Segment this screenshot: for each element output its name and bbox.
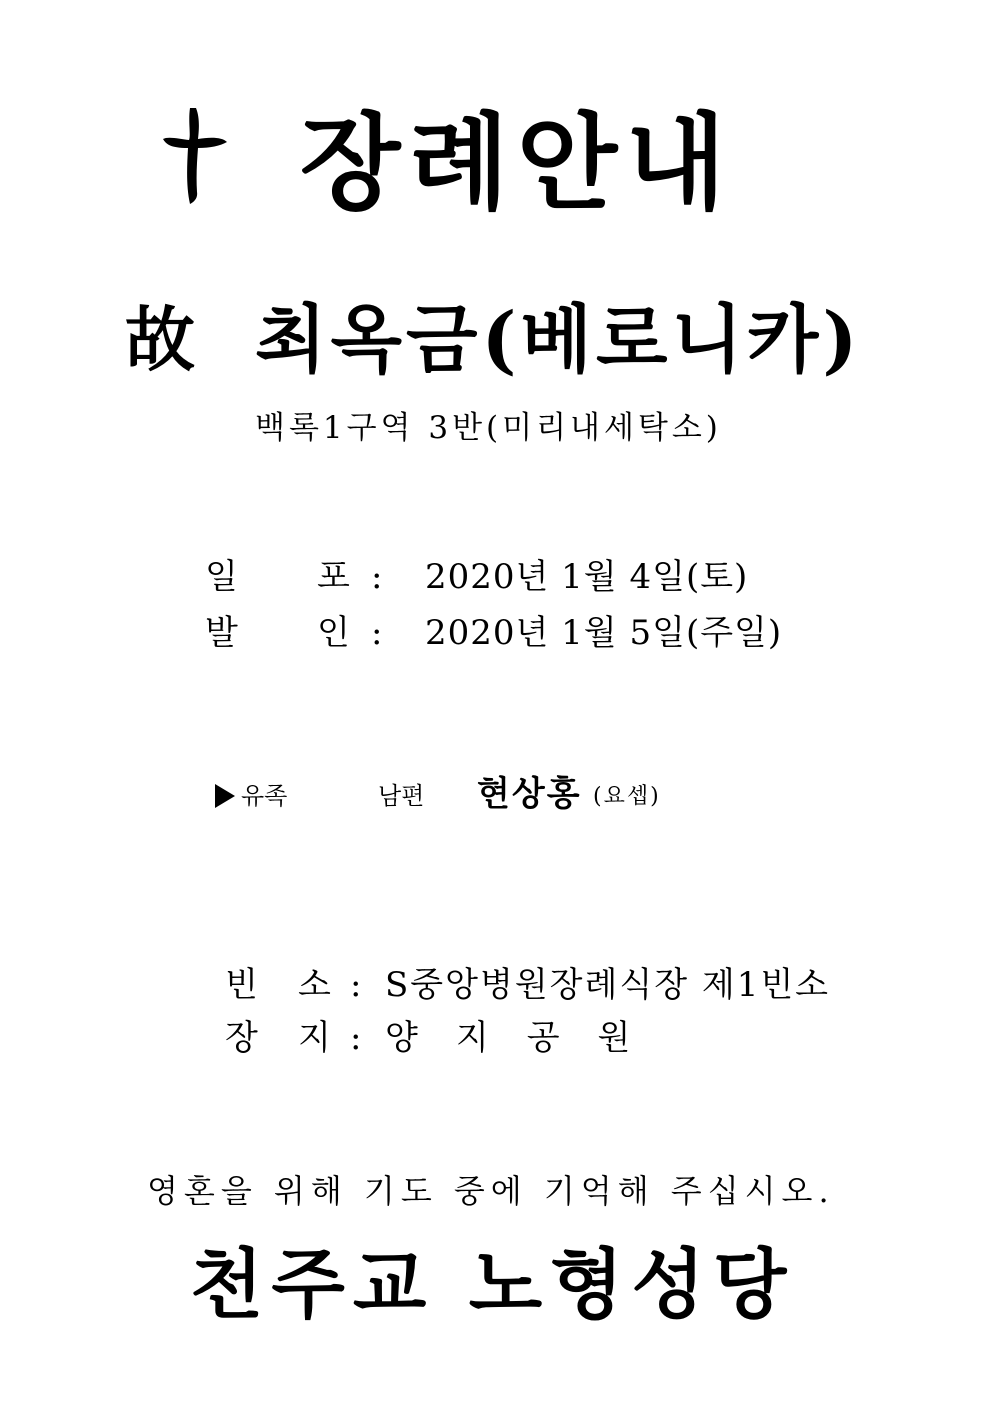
room-label-char2: 소 [298,965,331,1005]
funeral-label-char1: 발 [205,613,238,653]
triangle-right-icon [215,784,235,808]
funeral-colon: : [371,613,383,653]
deceased-address: 백록1구역 3반(미리내세탁소) [255,410,722,446]
burial-site-value: 양지공원 [385,1018,669,1058]
cross-icon [160,106,230,206]
death-label-char2: 포 [317,557,350,597]
mourner-name: 현상홍 [477,774,582,814]
burial-label-char1: 장 [225,1018,258,1058]
prayer-request: 영혼을 위해 기도 중에 기억해 주십시오. [147,1172,835,1210]
mourner-baptismal-name: (요셉) [593,784,661,809]
notice-title: 장례안내 [300,101,734,224]
burial-label-char2: 지 [298,1018,331,1058]
funeral-date-value: 2020년 1월 5일(주일) [425,613,783,653]
room-label-char1: 빈 [225,965,258,1005]
funeral-room-value: S중앙병원장례식장 제1빈소 [385,965,831,1005]
death-date-value: 2020년 1월 4일(토) [425,557,749,597]
deceased-name: 최옥금(베로니카) [255,297,862,383]
death-colon: : [371,557,383,597]
burial-colon: : [350,1018,362,1058]
death-label-char1: 일 [205,557,238,597]
parish-name: 천주교 노형성당 [190,1240,795,1329]
room-colon: : [350,965,362,1005]
mourner-relation: 남편 [378,782,425,810]
deceased-prefix: 故 [125,298,195,381]
mourners-label: 유족 [241,782,288,810]
funeral-label-char2: 인 [317,613,350,653]
